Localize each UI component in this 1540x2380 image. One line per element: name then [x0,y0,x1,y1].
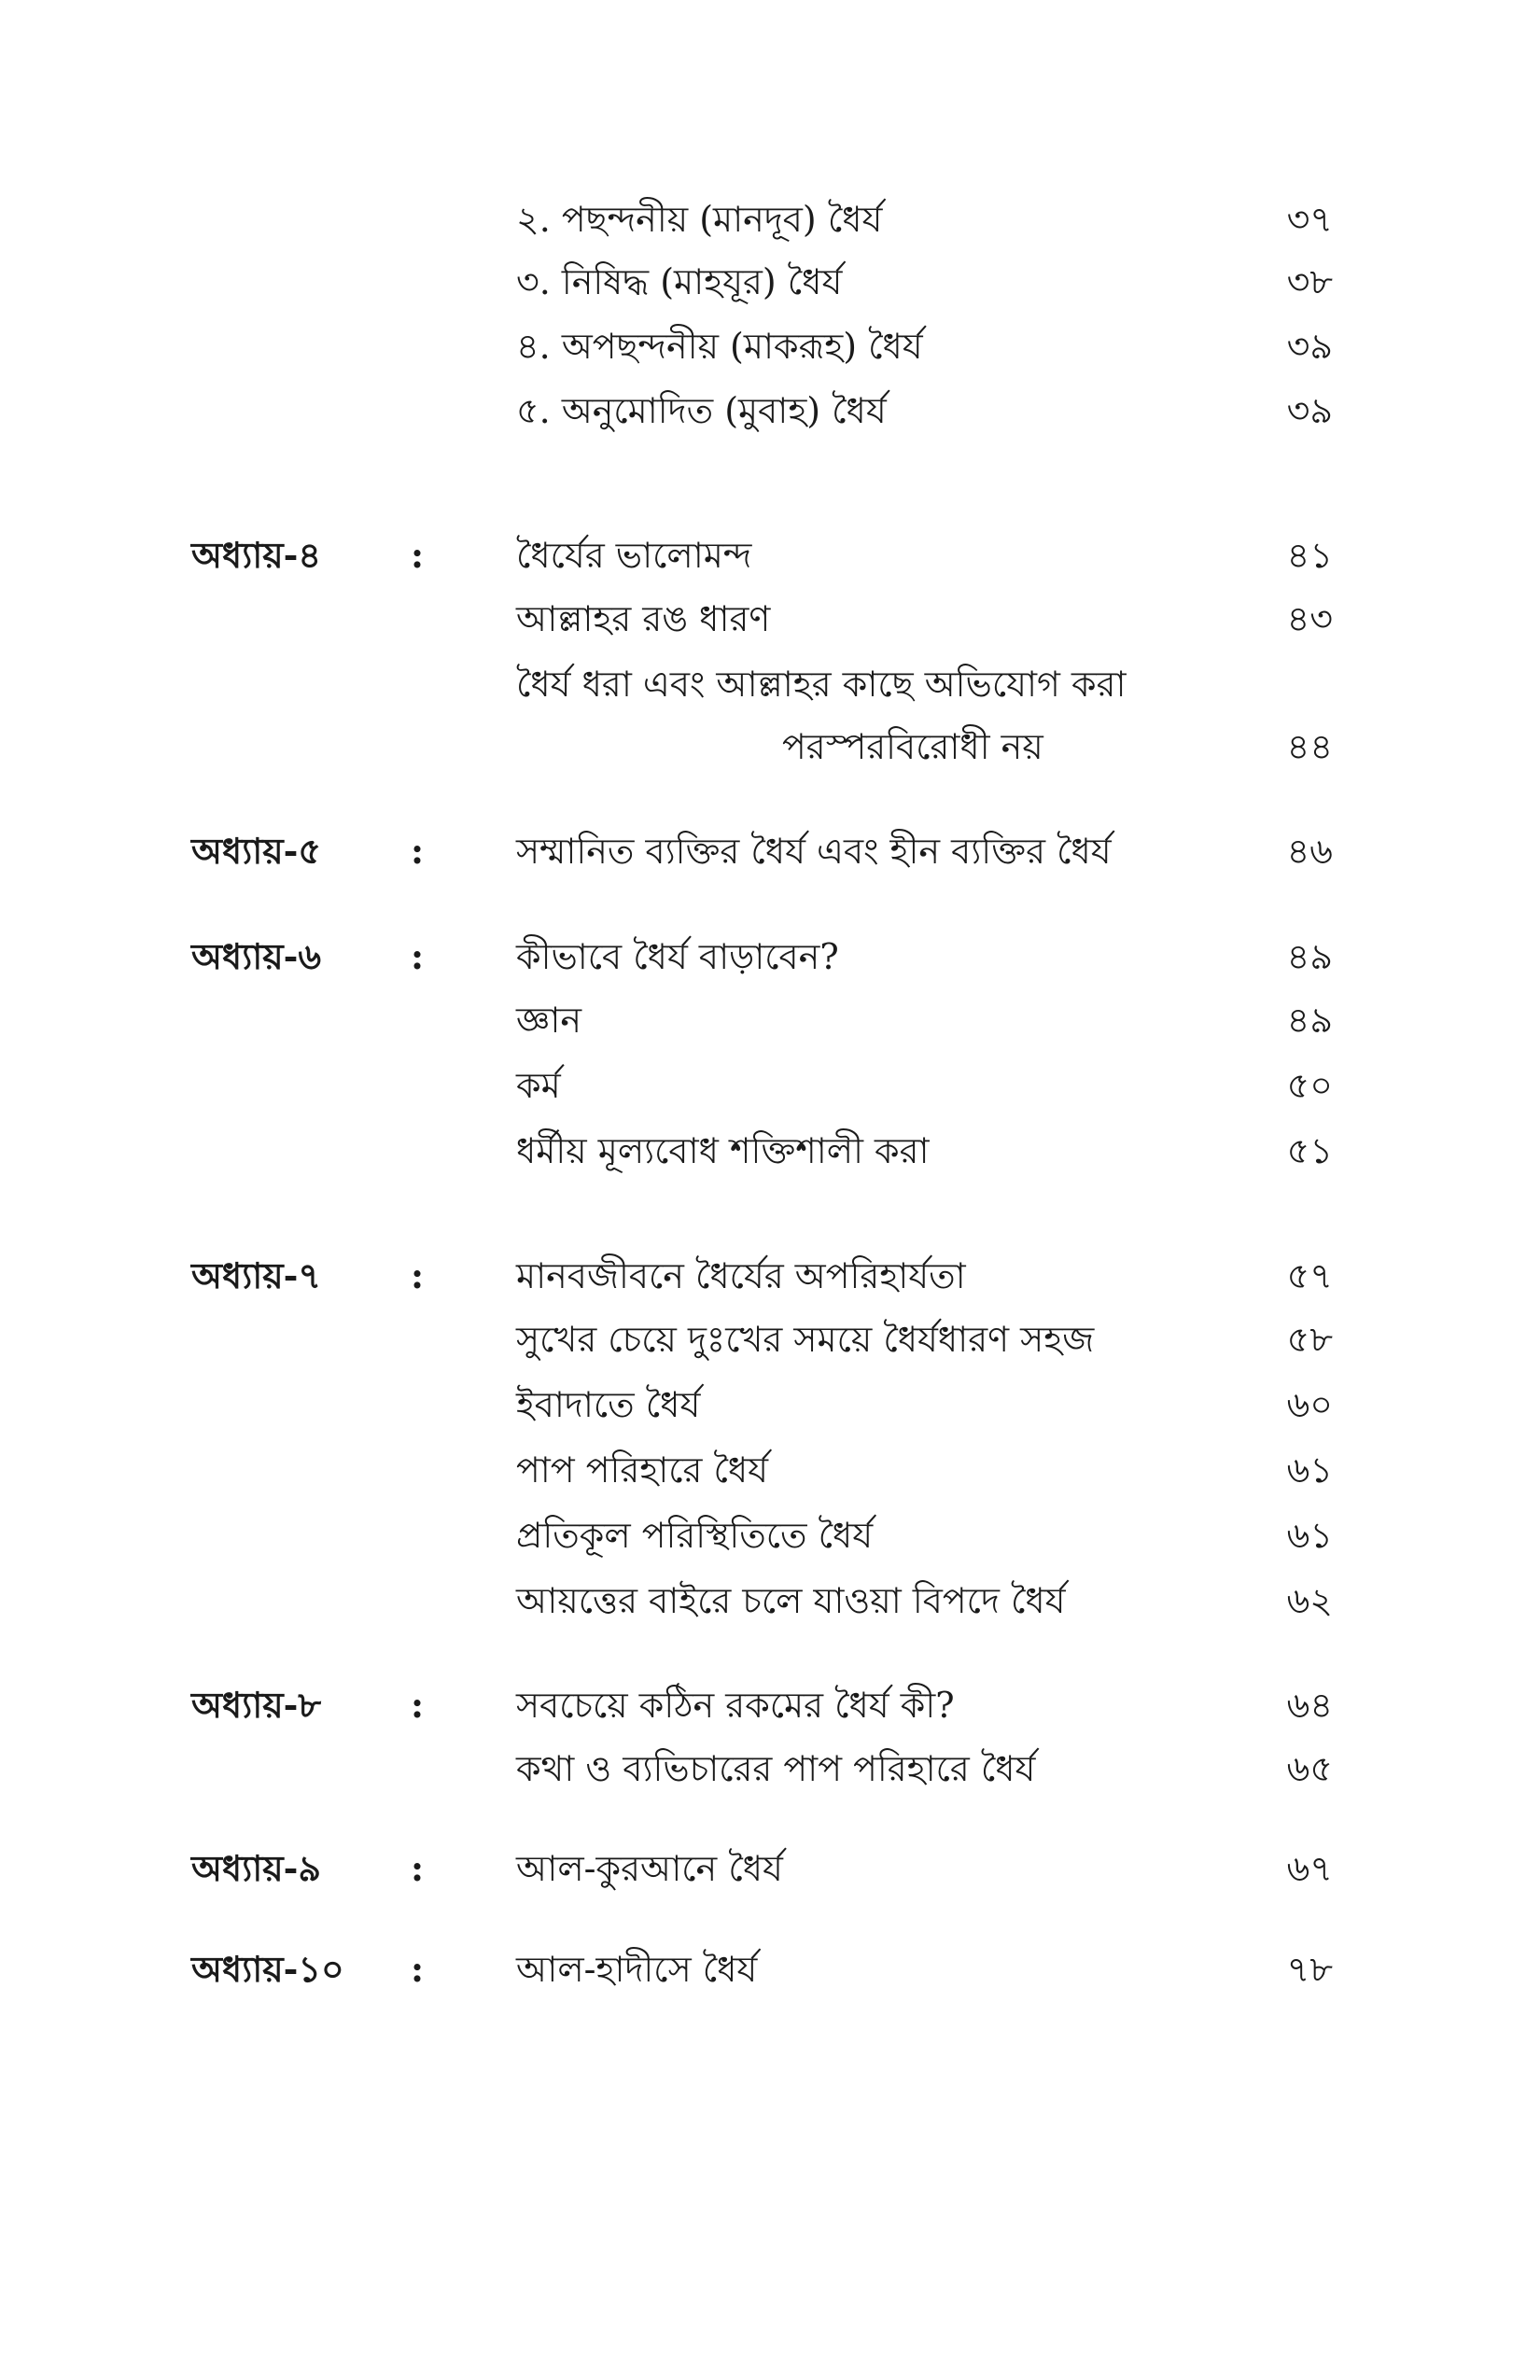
toc-line [0,527,1540,583]
toc-entry-title: সম্মানিত ব্যক্তির ধৈর্য এবং হীন ব্যক্তির ধৈর্য [516,831,1112,872]
toc-line [0,1248,1540,1304]
chapter-colon: : [411,1254,425,1296]
toc-entry-page: ৬২ [1286,1580,1333,1621]
toc-entry-title: জ্ঞান [516,1000,582,1041]
chapter-colon: : [411,830,425,872]
toc-entry-title: ধৈর্যের ভালোমন্দ [516,535,752,576]
toc-entry-page: ৫৮ [1286,1319,1333,1360]
toc-entry-title: কথা ও ব্যভিচারের পাপ পরিহারে ধৈর্য [516,1748,1036,1789]
toc-entry-title: মানবজীবনে ধৈর্যের অপরিহার্যতা [516,1255,966,1296]
chapter-label: অধ্যায়-৬ [191,935,322,977]
toc-line [0,383,1540,439]
toc-entry-page: ৪৬ [1286,831,1333,872]
toc-entry-title: ২. পছন্দনীয় (মানদূব) ধৈর্য [516,199,883,240]
chapter-label: অধ্যায়-৪ [191,534,322,576]
toc-line [0,929,1540,985]
toc-entry-title: পাপ পরিহারে ধৈর্য [516,1449,769,1491]
toc-entry-title: ৩. নিষিদ্ধ (মাহযূর) ধৈর্য [516,261,843,302]
chapter-label: অধ্যায়-৮ [191,1684,322,1726]
toc-entry-page: ৪৯ [1286,1000,1333,1041]
toc-entry-title: ৫. অনুমোদিত (মুবাহ) ধৈর্য [516,390,887,431]
toc-line [0,1377,1540,1433]
toc-line [0,591,1540,647]
toc-line [0,1573,1540,1629]
chapter-label: অধ্যায়-৫ [191,830,322,872]
toc-entry-title: সুখের চেয়ে দুঃখের সময়ে ধৈর্যধারণ সহজ [516,1319,1095,1360]
chapter-colon: : [411,534,425,576]
toc-entry-page: ৬৫ [1286,1748,1333,1789]
toc-line [0,823,1540,879]
toc-entry-title: কর্ম [516,1065,561,1106]
toc-entry-title-continuation: পরস্পরবিরোধী নয় [782,726,1043,767]
toc-entry-title: প্রতিকূল পরিস্থিতিতে ধৈর্য [516,1515,874,1556]
toc-entry-title: আল্লাহর রঙ ধারণ [516,598,771,639]
toc-line [0,1123,1540,1179]
toc-entry-page: ৬৪ [1286,1685,1333,1726]
toc-entry-title: ইবাদাতে ধৈর্য [516,1384,701,1425]
toc-line [0,1741,1540,1797]
toc-line [0,719,1540,775]
toc-line [0,1841,1540,1897]
toc-line [0,1057,1540,1113]
toc-line [0,1311,1540,1367]
chapter-colon: : [411,1847,425,1889]
toc-entry-page: ৪৪ [1286,726,1333,767]
toc-entry-title: আল-কুরআনে ধৈর্য [516,1848,783,1889]
toc-entry-page: ৪১ [1286,535,1333,576]
toc-entry-page: ৩৮ [1286,261,1333,302]
toc-entry-page: ৫১ [1286,1130,1333,1171]
toc-entry-page: ৩৯ [1286,326,1333,367]
toc-entry-title: আয়ত্তের বাইরে চলে যাওয়া বিপদে ধৈর্য [516,1580,1066,1621]
toc-entry-title: কীভাবে ধৈর্য বাড়াবেন? [516,936,839,977]
toc-entry-page: ৬৭ [1286,1848,1333,1889]
toc-entry-title: আল-হাদীসে ধৈর্য [516,1949,758,1990]
toc-entry-title: ধর্মীয় মূল্যবোধ শক্তিশালী করা [516,1130,930,1171]
chapter-label: অধ্যায়-৯ [191,1847,322,1889]
toc-line [0,656,1540,712]
toc-entry-page: ৫০ [1286,1065,1333,1106]
chapter-colon: : [411,1684,425,1726]
toc-line [0,1507,1540,1563]
toc-line [0,191,1540,247]
chapter-label: অধ্যায়-৭ [191,1254,322,1296]
toc-line [0,1442,1540,1498]
toc-entry-title: ৪. অপছন্দনীয় (মাকরূহ) ধৈর্য [516,326,923,367]
toc-entry-title: সবচেয়ে কঠিন রকমের ধৈর্য কী? [516,1685,955,1726]
toc-entry-page: ৩৯ [1286,390,1333,431]
toc-entry-page: ৭৮ [1286,1949,1333,1990]
toc-entry-title: ধৈর্য ধরা এবং আল্লাহর কাছে অভিযোগ করা [516,664,1127,705]
toc-entry-page: ৫৭ [1286,1255,1333,1296]
toc-line [0,254,1540,310]
toc-entry-page: ৪৩ [1286,598,1333,639]
chapter-colon: : [411,1948,425,1990]
chapter-colon: : [411,935,425,977]
toc-entry-page: ৬১ [1286,1449,1333,1491]
toc-entry-page: ৬০ [1286,1384,1333,1425]
chapter-label: অধ্যায়-১০ [191,1948,344,1990]
toc-line [0,992,1540,1048]
toc-entry-page: ৬১ [1286,1515,1333,1556]
toc-entry-page: ৩৭ [1286,199,1333,240]
toc-line [0,1941,1540,1997]
toc-line [0,318,1540,374]
toc-entry-page: ৪৯ [1286,936,1333,977]
toc-line [0,1677,1540,1733]
